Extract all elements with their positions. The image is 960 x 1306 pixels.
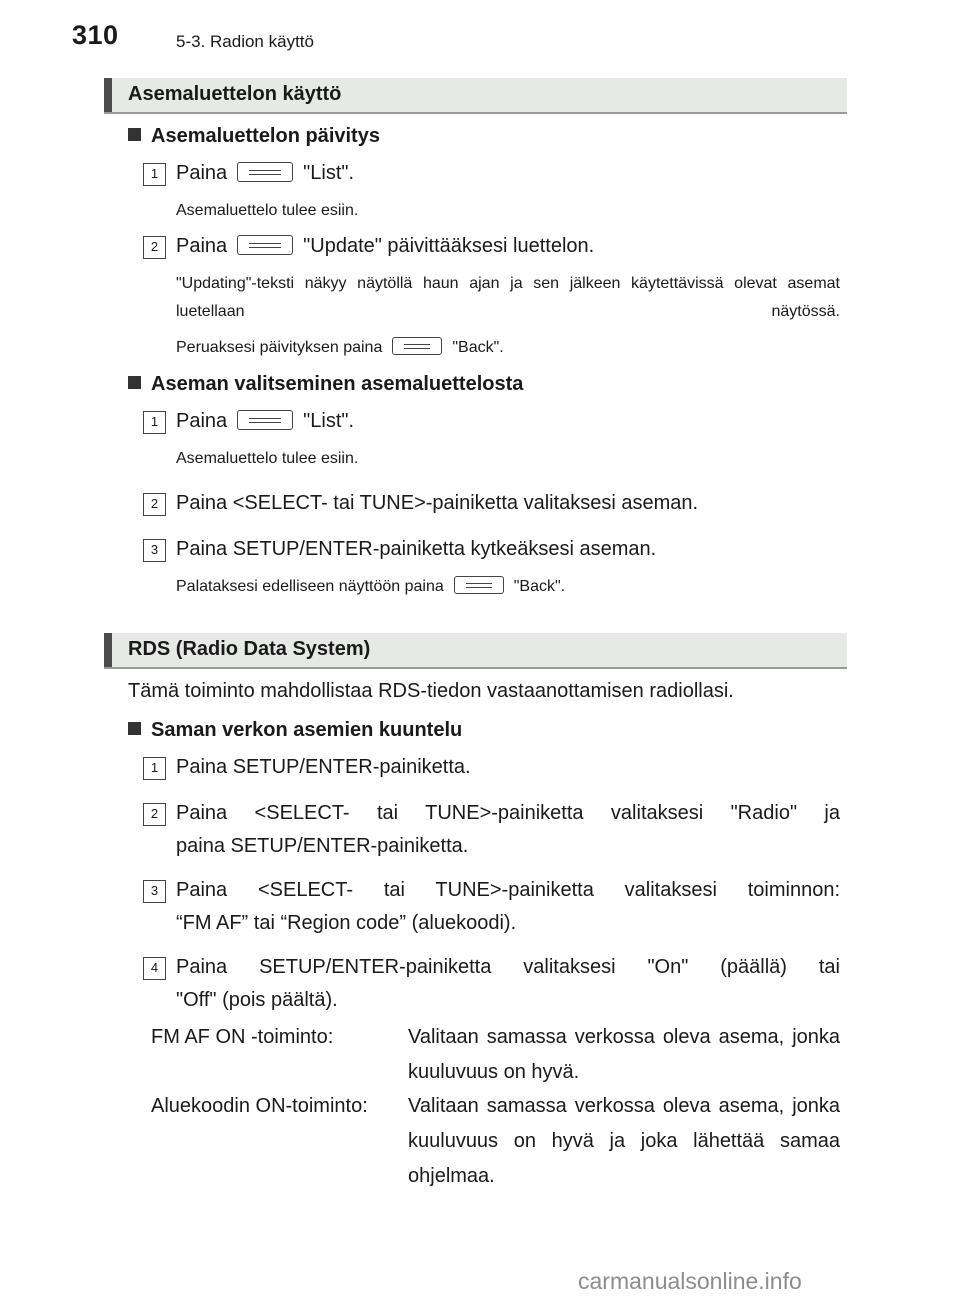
step-text-pre: Paina	[176, 162, 228, 184]
definition-label: Aluekoodin ON-toiminto:	[151, 1095, 368, 1117]
step-number: 3	[143, 880, 166, 903]
subheading-list-update	[128, 125, 380, 148]
step-text	[176, 156, 354, 191]
step-text-line1: Paina SETUP/ENTER-painiketta valitaksesi "On" (päällä) tai	[176, 956, 840, 978]
step-number: 1	[143, 163, 166, 186]
step-text	[176, 404, 354, 439]
step-text: Paina SETUP/ENTER-painiketta.	[176, 756, 471, 778]
step-text-post: "Update" päivittääksesi luettelon.	[303, 235, 595, 257]
subheading-text: Asemaluettelon päivitys	[151, 125, 380, 147]
note-post: "Back".	[452, 339, 504, 356]
step-text-pre: Paina	[176, 410, 228, 432]
intro-text: Tämä toiminto mahdollistaa RDS-tiedon vastaanottamisen radiollasi.	[128, 680, 734, 702]
step-note-cancel	[176, 334, 504, 362]
note-post: "Back".	[513, 578, 566, 595]
step-number: 4	[143, 957, 166, 980]
section-header-accent	[104, 78, 112, 112]
definition-desc: Valitaan samassa verkossa oleva asema, jonka kuuluvuus on hyvä.	[408, 1026, 840, 1083]
step-number: 1	[143, 757, 166, 780]
list-button-icon	[237, 410, 293, 430]
page-number: 310	[72, 20, 119, 50]
section-title: Asemaluettelon käyttö	[128, 83, 342, 105]
step-note: Asemaluettelo tulee esiin.	[176, 450, 359, 467]
section-header-station-list	[104, 78, 847, 114]
section-title: RDS (Radio Data System)	[128, 638, 371, 660]
breadcrumb: 5-3. Radion käyttö	[176, 32, 314, 51]
step-note: Asemaluettelo tulee esiin.	[176, 202, 359, 219]
step-text-line2: paina SETUP/ENTER-painiketta.	[176, 835, 469, 857]
update-button-icon	[237, 235, 293, 255]
subheading-text: Saman verkon asemien kuuntelu	[151, 719, 463, 741]
step-number: 2	[143, 803, 166, 826]
step-text-pre: Paina	[176, 235, 228, 257]
definition-label: FM AF ON -toiminto:	[151, 1026, 334, 1048]
section-header-rds	[104, 633, 847, 669]
square-bullet-icon	[128, 128, 141, 141]
step-note-back	[176, 573, 565, 601]
watermark: carmanualsonline.info	[578, 1268, 802, 1294]
subheading-text: Aseman valitseminen asemaluettelosta	[151, 373, 524, 395]
subheading-same-network	[128, 719, 462, 742]
step-text	[176, 229, 594, 264]
back-button-icon	[454, 576, 504, 594]
step-text-line1: Paina <SELECT- tai TUNE>-painiketta valitaksesi "Radio" ja	[176, 802, 840, 824]
step-number: 1	[143, 411, 166, 434]
list-button-icon	[237, 162, 293, 182]
step-text-line2: “FM AF” tai “Region code” (aluekoodi).	[176, 912, 517, 934]
subheading-select-station	[128, 373, 523, 396]
back-button-icon	[392, 337, 442, 355]
step-number: 2	[143, 236, 166, 259]
note-pre: Peruaksesi päivityksen paina	[176, 339, 383, 356]
step-text-line1: Paina <SELECT- tai TUNE>-painiketta valitaksesi toiminnon:	[176, 879, 840, 901]
section-header-accent	[104, 633, 112, 667]
step-number: 3	[143, 539, 166, 562]
step-note: "Updating"-teksti näkyy näytöllä haun ajan ja sen jälkeen käytettävissä olevat asemat luetellaan näytössä.	[176, 275, 840, 320]
step-text-post: "List".	[303, 162, 355, 184]
step-text: Paina SETUP/ENTER-painiketta kytkeäksesi aseman.	[176, 538, 657, 560]
note-pre: Palataksesi edelliseen näyttöön paina	[176, 578, 444, 595]
square-bullet-icon	[128, 722, 141, 735]
definition-desc: Valitaan samassa verkossa oleva asema, jonka kuuluvuus on hyvä ja joka lähettää samaa ohjelmaa.	[408, 1095, 840, 1187]
step-text-line2: "Off" (pois päältä).	[176, 989, 338, 1011]
step-number: 2	[143, 493, 166, 516]
step-text-post: "List".	[303, 410, 355, 432]
square-bullet-icon	[128, 376, 141, 389]
step-text: Paina <SELECT- tai TUNE>-painiketta valitaksesi aseman.	[176, 492, 699, 514]
